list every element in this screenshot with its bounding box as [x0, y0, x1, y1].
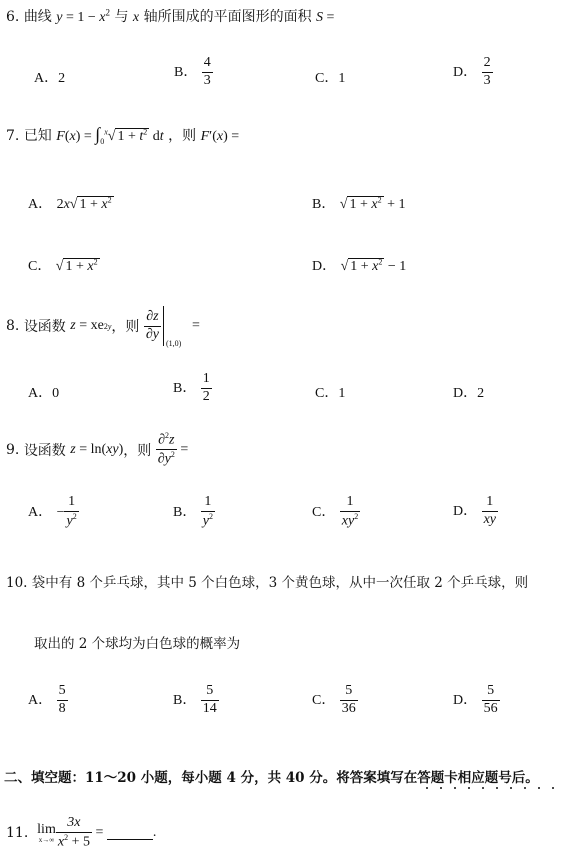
section-heading: 二、填空题：11～20 小题，每小题 4 分，共 40 分。将答案填写在答题卡相应题号后。 [4, 770, 539, 786]
q8-option-c[interactable]: C．1 [315, 386, 346, 401]
q8-option-a[interactable]: A．0 [28, 386, 60, 401]
q6-option-a[interactable]: A．2 [34, 71, 66, 86]
q10-stem-line1: 10. 袋中有 8 个乒乓球，其中 5 个白色球，3 个黄色球，从中一次任取 2 个乒乓球，则 [6, 575, 529, 591]
q6-option-b[interactable]: B． $\frac{4}{3}$ [174, 55, 211, 88]
q9-second-partial: $\frac{\partial^2z}{\partial y^2}$ [157, 431, 175, 467]
q6-option-d[interactable]: D． $\frac{2}{3}$ [453, 55, 491, 88]
q11-limit-fraction: $\frac{3x}{x^2 + 5}$ [57, 815, 90, 850]
q9-option-b[interactable]: B． $\frac{1}{y^2}$ [173, 494, 214, 529]
q10-option-b[interactable]: B． $\frac{5}{14}$ [173, 683, 217, 716]
q8-stem: 8. 设函数 z = x e 2y ，则 $\frac{\partial z}{\partial y}$ (1,0) = [6, 306, 200, 346]
q7-stem: 7. 已知 $F(x) = \int_0^x√$ $1 + t^2$ dt ，则 F′(x) = [6, 124, 240, 146]
q6-stem: 6. 曲线 $y = 1 - x^2$ 与 x 轴所围成的平面图形的面积 S = [6, 7, 335, 25]
q9-option-d[interactable]: D． $\frac{1}{xy}$ [453, 494, 497, 527]
q10-option-a[interactable]: A． $\frac{5}{8}$ [28, 683, 66, 716]
q10-stem-line2: 取出的 2 个球均为白色球的概率为 [34, 636, 241, 652]
q7-option-d[interactable]: D． √ $1 + x^2 - 1$ [312, 257, 407, 274]
q7-number: 7. [6, 128, 20, 144]
q7-option-c[interactable]: C． √ $1 + x^2$ [28, 257, 98, 274]
q7-option-a[interactable]: A． 2x√ $1 + x^2$ [28, 195, 112, 212]
q6-number: 6. [6, 9, 20, 25]
q11-stem: 11. lim x→∞ $\frac{3x}{x^2 + 5}$ = . [6, 815, 157, 850]
q11-number: 11. [6, 825, 29, 842]
q8-partial-derivative: $\frac{\partial z}{\partial y}$ [145, 308, 159, 342]
q9-stem: 9. 设函数 z = ln( xy ) ，则 $\frac{\partial^2z}{\partial y^2}$ = [6, 431, 189, 467]
q10-number: 10. [6, 575, 28, 591]
q9-option-c[interactable]: C． $\frac{1}{xy^2}$ [312, 494, 359, 529]
q9-number: 9. [6, 441, 20, 458]
q9-option-a[interactable]: A． − $\frac{1}{y^2}$ [28, 494, 77, 529]
q6-curve-formula: y [56, 10, 63, 25]
q8-option-b[interactable]: B． $\frac{1}{2}$ [173, 371, 210, 404]
q6-option-c[interactable]: C．1 [315, 71, 346, 86]
q10-option-c[interactable]: C． $\frac{5}{36}$ [312, 683, 356, 716]
q8-number: 8. [6, 318, 20, 334]
q10-option-d[interactable]: D． $\frac{5}{56}$ [453, 683, 498, 716]
q8-option-d[interactable]: D．2 [453, 386, 485, 401]
q7-option-b[interactable]: B． √ $1 + x^2 + 1$ [312, 195, 406, 212]
answer-blank[interactable] [107, 827, 153, 840]
